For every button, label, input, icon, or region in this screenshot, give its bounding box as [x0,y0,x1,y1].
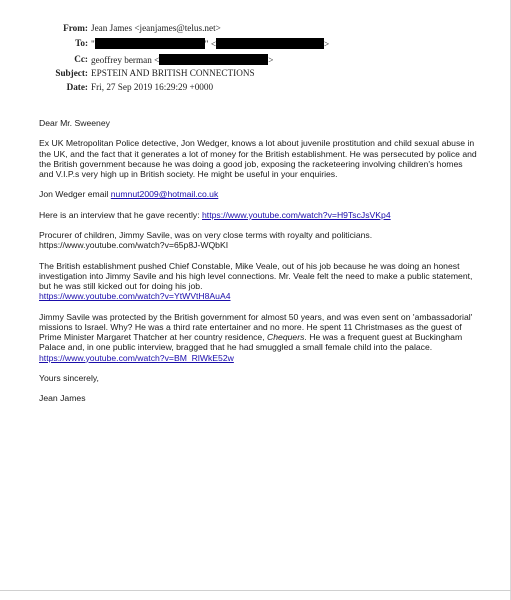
page-bottom-divider [0,590,511,591]
signature: Jean James [39,393,86,404]
subject-label: Subject: [55,68,88,78]
redaction-bar [95,38,205,49]
greeting: Dear Mr. Sweeney [39,118,110,128]
paragraph-veale: The British establishment pushed Chief Constable, Mike Veale, out of his job because he was doing an honest investigation into Jimmy Savile and his high level connections. Mr. Veale felt the need to make a public statement, but he was still kicked out for doing his job. https://www.youtube.com/watch?v=YtWVtH8AuA4 [39,260,473,302]
youtube-link-palace[interactable]: https://www.youtube.com/watch?v=BM_RlWkE52w [39,352,234,363]
paragraph-savile-protected: Jimmy Savile was protected by the British government for almost 50 years, and was even sent on 'ambassadorial' missions to Israel. Why? He was a third rate entertainer and no more. He spent 11 Christmases as the guest of Prime Minister Margaret Thatcher at her country residence, Chequers. He was a frequent guest at Buckingham Palace and, in one public interview, bragged that he had smuggled a small female child into the palace. https://www.youtube.com/watch?v=BM_RlWkE52w [39,311,473,363]
to-quote-close: " < [204,39,216,49]
closing: Yours sincerely, [39,372,99,383]
from-label: From: [63,23,88,33]
to-label: To: [75,38,88,48]
date-value: Fri, 27 Sep 2019 16:29:29 +0000 [91,82,214,92]
cc-bracket-close: > [268,55,274,65]
youtube-link-veale[interactable]: https://www.youtube.com/watch?v=YtWVtH8AuA4 [39,291,231,302]
email-body [39,118,479,414]
cc-label: Cc: [74,54,88,64]
paragraph-savile-royalty: Procurer of children, Jimmy Savile, was on very close terms with royalty and politicians. https://www.youtube.com/watch?v=65p8J-WQbKI [39,230,373,251]
cc-value: geoffrey berman < [91,55,160,65]
date-label: Date: [66,82,88,92]
paragraph-wedger: Ex UK Metropolitan Police detective, Jon Wedger, knows a lot about juvenile prostitution and child sexual abuse in the UK, and the fact that it generates a lot of money for the British establishment. He was persecuted by police and the British government because he was doing a good job, exposing the racketeering involving children's homes and V.I.P.s very high up in British society. He might be useful in your enquiries. [39,138,477,179]
redaction-bar [159,54,268,65]
redaction-bar [216,38,324,49]
email-link[interactable]: numnut2009@hotmail.co.uk [110,189,219,200]
paragraph-email: Jon Wedger email numnut2009@hotmail.co.uk [39,189,219,200]
to-bracket-close: > [324,39,330,49]
from-value: Jean James <jeanjames@telus.net> [91,23,221,33]
chequers-italic: Chequers [267,332,305,343]
subject-value: EPSTEIN AND BRITISH CONNECTIONS [91,68,255,78]
youtube-link-interview[interactable]: https://www.youtube.com/watch?v=H9TscJsVKp4 [202,209,391,220]
paragraph-interview: Here is an interview that he gave recently: https://www.youtube.com/watch?v=H9TscJsVKp4 [39,209,391,220]
youtube-url-plain: https://www.youtube.com/watch?v=65p8J-WQbKI [39,240,229,251]
to-quote-open: " [91,39,95,49]
